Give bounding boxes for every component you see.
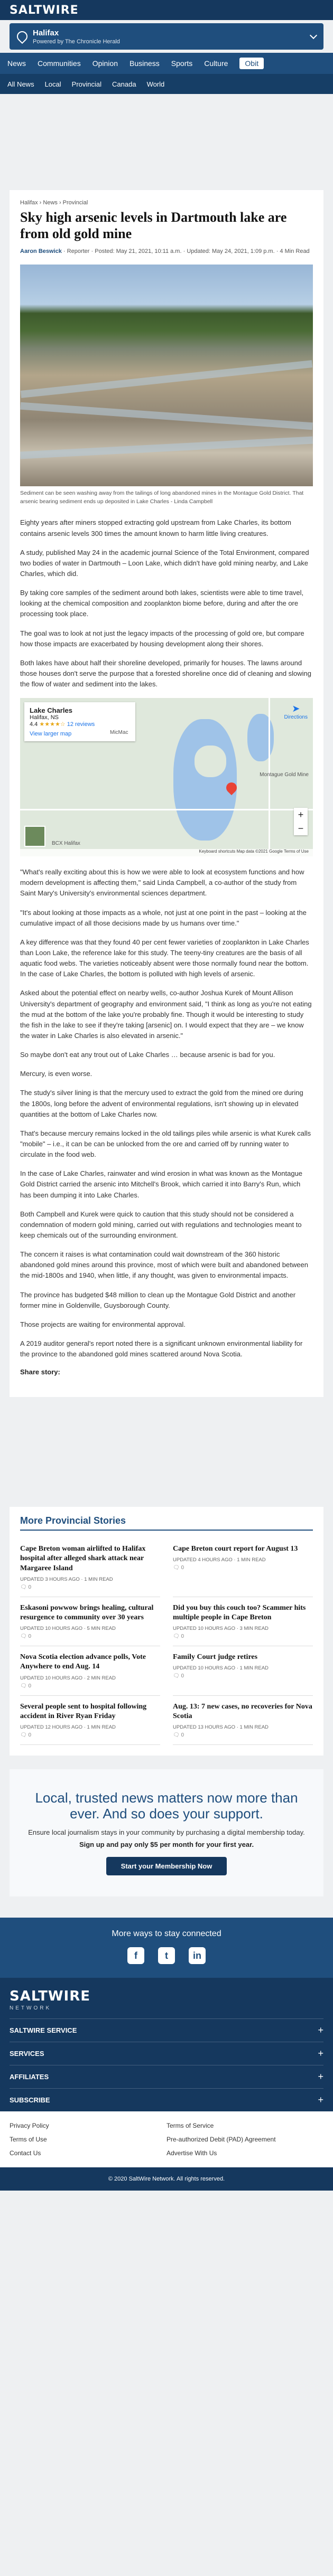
comment-count[interactable]: 🗨 0 <box>173 1732 184 1738</box>
footer-link[interactable]: Terms of Use <box>10 2136 47 2144</box>
map-label: MicMac <box>110 730 128 736</box>
ad-space <box>0 94 333 190</box>
top-bar <box>0 0 333 20</box>
connect-heading: More ways to stay connected <box>112 1929 221 1939</box>
article-paragraph: Asked about the potential effect on nearby wells, co-author Joshua Kurek of Mount Allison University's department of geography and environment said, "I think as long as you're not eating the mud at the bottom of the lake you're probably fine. Though it would be interesting to study the fish in the lake to see if they're taking [arsenic] on. I would expect that they are – we know the water in Lake Charles is also elevated in arsenic." <box>20 989 312 1040</box>
nav-communities[interactable]: Communities <box>38 59 81 68</box>
connect-section <box>0 1918 333 1978</box>
comment-icon: 🗨 <box>173 1565 180 1571</box>
article-paragraph: A study, published May 24 in the academic journal Science of the Total Environment, compared two bodies of water in Dartmouth – Loon Lake, which didn't have gold mining nearby, and Lake Charles, which did. <box>20 548 309 578</box>
copyright: © 2020 SaltWire Network. All rights reserved. <box>0 2167 333 2191</box>
nav-local[interactable]: Local <box>44 80 61 88</box>
story-meta: UPDATED 3 HOURS AGO · 1 MIN READ <box>20 1576 113 1582</box>
story-title[interactable]: Did you buy this couch too? Scammer hits multiple people in Cape Breton <box>173 1603 306 1622</box>
map-label: Montague Gold Mine <box>260 772 309 778</box>
article-paragraph: The concern it raises is what contamination could wait downstream of the 360 historic abandoned gold mines around this province, most of which were built and abandoned between the mid-1800s and 1940, when little, if any thought, was given to environmental impacts. <box>20 1250 308 1280</box>
map-reviews[interactable]: 12 reviews <box>67 721 95 728</box>
story-meta: UPDATED 10 HOURS AGO · 3 MIN READ <box>173 1626 269 1632</box>
start-membership-button[interactable]: Start your Membership Now <box>106 1857 227 1875</box>
nav-culture[interactable]: Culture <box>204 59 228 68</box>
read-time: 4 Min Read <box>280 248 310 255</box>
story-item[interactable] <box>20 1538 160 1597</box>
story-item[interactable] <box>173 1646 313 1695</box>
comment-count[interactable]: 🗨 0 <box>173 1634 184 1640</box>
linkedin-icon[interactable]: in <box>189 1947 206 1964</box>
map-satellite-toggle[interactable] <box>24 826 45 847</box>
footer-link[interactable]: Advertise With Us <box>166 2149 217 2157</box>
footer-link[interactable]: Terms of Service <box>166 2122 214 2130</box>
footer-section[interactable]: SALTWIRE SERVICE + <box>10 2018 323 2042</box>
comment-icon: 🗨 <box>20 1584 27 1590</box>
comment-count[interactable]: 🗨 0 <box>20 1683 32 1689</box>
article-paragraph: So maybe don't eat any trout out of Lake Charles … because arsenic is bad for you. <box>20 1051 275 1059</box>
article-title: Sky high arsenic levels in Dartmouth lake are from old gold mine <box>20 210 287 242</box>
article-photo[interactable] <box>20 265 313 486</box>
article-paragraph: "It's about looking at those impacts as a whole, not just at one point in the past – looking at the cumulative impact of all those decisions made by us humans over time." <box>20 908 307 927</box>
location-title: Halifax <box>33 28 59 37</box>
nav-all-news[interactable]: All News <box>7 80 34 88</box>
footer-link[interactable]: Pre-authorized Debit (PAD) Agreement <box>166 2136 276 2144</box>
article-paragraph: Both lakes have about half their shoreline developed, primarily for houses. The lawns around those houses don't serve the purpose that a forested shoreline once did of cleaning and slowing the flow of water and sediment into the lakes. <box>20 658 312 688</box>
more-stories <box>10 1507 323 1756</box>
article-paragraph: Both Campbell and Kurek were quick to caution that this study should not be considered a condemnation of modern gold mining, carried out with regulations and technologies meant to keep chemicals out of the surrounding environment. <box>20 1210 302 1239</box>
plus-icon: + <box>318 2025 323 2036</box>
membership-body: Ensure local journalism stays in your community by purchasing a digital membership today. <box>28 1828 305 1836</box>
posted-date: Posted: May 21, 2021, 10:11 a.m. <box>95 248 182 255</box>
article-paragraph: Those projects are waiting for environmental approval. <box>20 1320 186 1328</box>
story-meta: UPDATED 10 HOURS AGO · 5 MIN READ <box>20 1626 116 1632</box>
photo-caption: Sediment can be seen washing away from the tailings of long abandoned mines in the Montague Gold District. That arsenic bearing sediment ends up deposited in Lake Charles - Linda Campbell <box>20 489 304 505</box>
story-title[interactable]: Family Court judge retires <box>173 1653 258 1662</box>
footer-link[interactable]: Contact Us <box>10 2149 41 2157</box>
footer-logo[interactable]: SALTWIRE <box>10 1988 90 2005</box>
zoom-in-button[interactable]: + <box>298 809 304 820</box>
story-item[interactable] <box>173 1597 313 1646</box>
story-meta: UPDATED 13 HOURS AGO · 1 MIN READ <box>173 1724 269 1730</box>
byline: Aaron Beswick · Reporter · Posted: May 21, 2021, 10:11 a.m. · Updated: May 24, 2021, 1:09 p.m. · 4 Min Read <box>20 248 310 255</box>
share-story-label: Share story: <box>20 1368 60 1376</box>
map-footer: Keyboard shortcuts Map data ©2021 Google Terms of Use <box>20 849 313 856</box>
article-paragraph: By taking core samples of the sediment around both lakes, scientists were able to time travel, looking at the chemical composition and zooplankton biome before, during and after the ore processing took place. <box>20 589 304 618</box>
zoom-out-button[interactable]: − <box>298 823 304 834</box>
zoom-controls <box>294 808 308 835</box>
more-stories-heading: More Provincial Stories <box>20 1515 313 1531</box>
comment-icon: 🗨 <box>173 1634 180 1640</box>
story-meta: UPDATED 4 HOURS AGO · 1 MIN READ <box>173 1557 266 1563</box>
nav-business[interactable]: Business <box>129 59 160 68</box>
article-paragraph: The study's silver lining is that the mercury used to extract the gold from the mined ore during the 1800s, long before the advent of environmental regulations, isn't showing up in elevated quantities at the bottom of Lake Charles now. <box>20 1089 303 1118</box>
map-rating: 4.4 <box>30 721 38 728</box>
author-role: Reporter <box>67 248 90 255</box>
story-item[interactable] <box>20 1696 160 1745</box>
location-pin-icon <box>15 29 30 44</box>
nav-opinion[interactable]: Opinion <box>92 59 118 68</box>
comment-count[interactable]: 🗨 0 <box>173 1565 184 1571</box>
comment-icon: 🗨 <box>20 1683 27 1689</box>
story-item[interactable] <box>20 1646 160 1695</box>
story-meta: UPDATED 12 HOURS AGO · 1 MIN READ <box>20 1724 116 1730</box>
article-paragraph: A 2019 auditor general's report noted there is a significant unknown environmental liability for the province to the abandoned gold mines scattered around Nova Scotia. <box>20 1339 303 1358</box>
directions-icon: ➤ <box>292 703 300 714</box>
story-title[interactable]: Cape Breton woman airlifted to Halifax hospital after alleged shark attack near Margaree Island <box>20 1545 146 1572</box>
article <box>10 190 323 1397</box>
comment-count[interactable]: 🗨 0 <box>20 1634 32 1640</box>
nav-canada[interactable]: Canada <box>112 80 136 88</box>
comment-icon: 🗨 <box>20 1732 27 1738</box>
saltwire-logo[interactable]: SALTWIRE <box>10 3 79 17</box>
location-selector[interactable] <box>10 23 323 50</box>
comment-count[interactable]: 🗨 0 <box>20 1584 32 1590</box>
primary-nav <box>0 53 333 74</box>
comment-icon: 🗨 <box>20 1634 27 1640</box>
story-item[interactable] <box>173 1696 313 1745</box>
footer-section[interactable]: SUBSCRIBE + <box>10 2088 323 2111</box>
comment-count[interactable]: 🗨 0 <box>20 1732 32 1738</box>
article-paragraph: A key difference was that they found 40 per cent fewer varieties of zooplankton in Lake Charles than Loon Lake, the reference lake for this study. The teeny-tiny creatures are the basis of all aquatic food webs. The varieties noticeably absent were those normally found near the bottom. In the case of Lake Charles, the bottom is polluted with high levels of arsenic. <box>20 938 309 978</box>
chevron-down-icon <box>310 32 317 39</box>
article-paragraph: "What's really exciting about this is how we were able to look at ecosystem functions and how modern development is affecting them," said Linda Campbell, a co-author of the study from Saint Mary's University's environmental sciences department. <box>20 868 304 898</box>
footer-section[interactable]: SERVICES + <box>10 2042 323 2065</box>
footer-link[interactable]: Privacy Policy <box>10 2122 49 2130</box>
nav-provincial[interactable]: Provincial <box>71 80 102 88</box>
comment-icon: 🗨 <box>173 1673 180 1679</box>
plus-icon: + <box>318 2094 323 2106</box>
plus-icon: + <box>318 2048 323 2059</box>
star-icons: ★★★★☆ <box>39 721 66 728</box>
author-link[interactable]: Aaron Beswick <box>20 248 62 255</box>
story-meta: UPDATED 10 HOURS AGO · 1 MIN READ <box>173 1665 269 1672</box>
story-title[interactable]: Nova Scotia election advance polls, Vote Anywhere to end Aug. 14 <box>20 1653 146 1671</box>
story-item[interactable] <box>173 1538 313 1597</box>
footer <box>0 1978 333 2191</box>
location-subtitle: Powered by The Chronicle Herald <box>33 38 120 45</box>
updated-date: Updated: May 24, 2021, 1:09 p.m. <box>187 248 275 255</box>
footer-links <box>0 2111 333 2167</box>
story-meta: UPDATED 10 HOURS AGO · 2 MIN READ <box>20 1675 116 1681</box>
article-paragraph: In the case of Lake Charles, rainwater and wind erosion in what was known as the Montague Gold District carried the arsenic into Mitchell's Brook, which carried it into Barry's Run, which has been dumping it into Lake Charles. <box>20 1169 303 1199</box>
breadcrumb[interactable]: Halifax › News › Provincial <box>20 200 88 206</box>
story-title[interactable]: Eskasoni powwow brings healing, cultural resurgence to community over 30 years <box>20 1603 154 1622</box>
membership-promo <box>10 1769 323 1896</box>
nav-other[interactable]: Obit <box>239 58 264 69</box>
embedded-map[interactable] <box>20 698 313 856</box>
article-paragraph: The goal was to look at not just the legacy impacts of the processing of gold ore, but compare how those impacts are exacerbated by housing development along their shores. <box>20 629 304 648</box>
facebook-icon[interactable]: f <box>127 1947 144 1964</box>
ad-space <box>0 1397 333 1493</box>
nav-world[interactable]: World <box>146 80 165 88</box>
nav-news[interactable]: News <box>7 59 26 68</box>
plus-icon: + <box>318 2071 323 2082</box>
secondary-nav <box>0 74 333 94</box>
nav-sports[interactable]: Sports <box>171 59 193 68</box>
footer-section[interactable]: AFFILIATES + <box>10 2065 323 2088</box>
view-larger-map-link[interactable]: View larger map <box>30 731 72 738</box>
article-paragraph: Mercury, is even worse. <box>20 1070 92 1078</box>
twitter-icon[interactable]: t <box>158 1947 175 1964</box>
footer-network: NETWORK <box>10 2005 52 2012</box>
comment-icon: 🗨 <box>173 1732 180 1738</box>
membership-headline: Local, trusted news matters now more than ever. And so does your support. <box>35 1789 298 1822</box>
comment-count[interactable]: 🗨 0 <box>173 1673 184 1679</box>
story-title[interactable]: Several people sent to hospital following accident in River Ryan Friday <box>20 1702 147 1720</box>
story-title[interactable]: Cape Breton court report for August 13 <box>173 1545 298 1553</box>
article-paragraph: That's because mercury remains locked in the old tailings piles while arsenic is what Kurek calls "mobile" – i.e., it can be can be unlocked from the ore and carried off by running water to circulate in the food web. <box>20 1129 311 1159</box>
story-title[interactable]: Aug. 13: 7 new cases, no recoveries for Nova Scotia <box>173 1702 312 1720</box>
directions-button[interactable]: ➤ Directions <box>284 703 308 721</box>
story-item[interactable] <box>20 1597 160 1646</box>
map-place-name: Lake Charles <box>30 706 72 715</box>
map-place-region: Halifax, NS <box>30 714 59 721</box>
membership-offer: Sign up and pay only $5 per month for your first year. <box>79 1841 254 1849</box>
map-label: BCX Halifax <box>52 841 80 847</box>
article-paragraph: The province has budgeted $48 million to clean up the Montague Gold District and another former mine in Goldenville, Guysborough County. <box>20 1290 296 1309</box>
article-paragraph: Eighty years after miners stopped extracting gold upstream from Lake Charles, its bottom contains arsenic levels 300 times the amount known to harm little living creatures. <box>20 518 292 537</box>
